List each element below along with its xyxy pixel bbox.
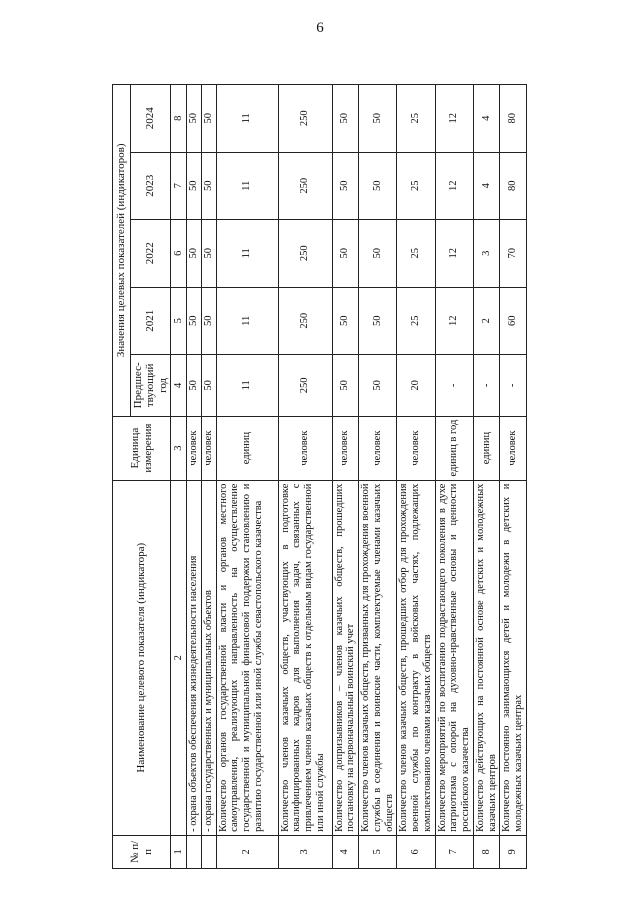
- value-2021: 11: [216, 287, 278, 355]
- header-year: 2023: [131, 152, 171, 220]
- value-2023: 25: [397, 152, 435, 220]
- value-2022: 250: [278, 220, 332, 288]
- value-2022: 70: [500, 220, 527, 288]
- value-2021: 2: [473, 287, 500, 355]
- index-cell: 5: [171, 287, 187, 355]
- indicator-name: Количество членов казачьих обществ, призванных для прохождения военной службы в соединения и воинские части, комплектуемые членами казачьих обществ: [359, 480, 397, 835]
- value-2021: 12: [435, 287, 473, 355]
- indicator-name: - охрана объектов обеспечения жизнедеятельности населения: [187, 480, 202, 835]
- unit-of-measure: человек: [201, 416, 216, 480]
- value-2023: 50: [332, 152, 359, 220]
- indicator-name: Количество допризывников – членов казачьих обществ, прошедших постановку на первоначальный воинский учет: [332, 480, 359, 835]
- table-body: [187, 85, 527, 869]
- unit-of-measure: единиц: [473, 416, 500, 480]
- value-2022: 12: [435, 220, 473, 288]
- row-number: 4: [332, 835, 359, 868]
- index-cell: 3: [171, 416, 187, 480]
- prev-year-value: 20: [397, 355, 435, 417]
- value-2021: 250: [278, 287, 332, 355]
- table-row: [332, 85, 359, 869]
- prev-year-value: 50: [187, 355, 202, 417]
- column-index-row: [171, 85, 187, 869]
- value-2022: 25: [397, 220, 435, 288]
- index-cell: 2: [171, 480, 187, 835]
- indicator-name: Количество органов государственной власти и органов местного самоуправления, реализующих направленность на осуществление государственной и муниципальной финансовой поддержки становлению и развитию государственной или иной службы севастопольского казачества: [216, 480, 278, 835]
- value-2022: 11: [216, 220, 278, 288]
- index-cell: 1: [171, 835, 187, 868]
- value-2023: 50: [359, 152, 397, 220]
- value-2021: 60: [500, 287, 527, 355]
- table-row: [500, 85, 527, 869]
- row-number: 2: [216, 835, 278, 868]
- value-2024: 50: [332, 85, 359, 153]
- value-2023: 11: [216, 152, 278, 220]
- row-number: 6: [397, 835, 435, 868]
- table-row: [201, 85, 216, 869]
- value-2021: 50: [359, 287, 397, 355]
- value-2024: 4: [473, 85, 500, 153]
- value-2024: 250: [278, 85, 332, 153]
- prev-year-value: -: [435, 355, 473, 417]
- row-number: 7: [435, 835, 473, 868]
- value-2024: 12: [435, 85, 473, 153]
- value-2023: 250: [278, 152, 332, 220]
- header-prev-year: Предшес-твующий год: [131, 355, 171, 417]
- prev-year-value: -: [473, 355, 500, 417]
- header-year: 2022: [131, 220, 171, 288]
- row-number: 9: [500, 835, 527, 868]
- header-name: Наименование целевого показателя (индикатора): [113, 480, 171, 835]
- unit-of-measure: человек: [278, 416, 332, 480]
- value-2024: 80: [500, 85, 527, 153]
- value-2022: 50: [332, 220, 359, 288]
- prev-year-value: 11: [216, 355, 278, 417]
- table-row: [473, 85, 500, 869]
- row-number: 5: [359, 835, 397, 868]
- indicator-name: Количество мероприятий по воспитанию подрастающего поколения в духе патриотизма с опорой на духовно-нравственные основы и ценности российского казачества: [435, 480, 473, 835]
- unit-of-measure: единиц в год: [435, 416, 473, 480]
- header-num: № п/п: [113, 835, 171, 868]
- prev-year-value: 250: [278, 355, 332, 417]
- value-2023: 50: [201, 152, 216, 220]
- value-2021: 25: [397, 287, 435, 355]
- row-number: 3: [278, 835, 332, 868]
- header-values-group: Значения целевых показателей (индикаторов): [113, 85, 131, 417]
- indicators-table: [112, 84, 527, 869]
- index-cell: 6: [171, 220, 187, 288]
- table-row: [435, 85, 473, 869]
- value-2023: 80: [500, 152, 527, 220]
- prev-year-value: 50: [201, 355, 216, 417]
- value-2022: 50: [187, 220, 202, 288]
- indicator-name: Количество действующих на постоянной основе детских и молодежных казачьих центров: [473, 480, 500, 835]
- prev-year-value: 50: [332, 355, 359, 417]
- row-number: [201, 835, 216, 868]
- value-2023: 12: [435, 152, 473, 220]
- value-2021: 50: [187, 287, 202, 355]
- table-row: [397, 85, 435, 869]
- rotated-table-wrapper: [112, 84, 522, 869]
- table-row: [187, 85, 202, 869]
- table-row: [278, 85, 332, 869]
- value-2023: 50: [187, 152, 202, 220]
- row-number: [187, 835, 202, 868]
- value-2022: 3: [473, 220, 500, 288]
- value-2024: 50: [201, 85, 216, 153]
- unit-of-measure: человек: [187, 416, 202, 480]
- index-cell: 4: [171, 355, 187, 417]
- indicator-name: Количество членов казачьих обществ, участвующих в подготовке квалифицированных кадров для выполнения задач, связанных с привлечением членов казачьих обществ к отдельным видам государственной или иной службы: [278, 480, 332, 835]
- unit-of-measure: человек: [359, 416, 397, 480]
- row-number: 8: [473, 835, 500, 868]
- prev-year-value: 50: [359, 355, 397, 417]
- prev-year-value: -: [500, 355, 527, 417]
- page-number: 6: [316, 20, 324, 36]
- unit-of-measure: единиц: [216, 416, 278, 480]
- index-cell: 7: [171, 152, 187, 220]
- value-2021: 50: [332, 287, 359, 355]
- value-2024: 25: [397, 85, 435, 153]
- value-2024: 11: [216, 85, 278, 153]
- unit-of-measure: человек: [332, 416, 359, 480]
- indicator-name: Количество постоянно занимающихся детей и молодежи в детских и молодежных казачьих центрах: [500, 480, 527, 835]
- header-unit: Единица измерения: [113, 416, 171, 480]
- value-2022: 50: [359, 220, 397, 288]
- unit-of-measure: человек: [397, 416, 435, 480]
- value-2024: 50: [187, 85, 202, 153]
- table-row: [216, 85, 278, 869]
- value-2023: 4: [473, 152, 500, 220]
- table-row: [359, 85, 397, 869]
- value-2022: 50: [201, 220, 216, 288]
- value-2024: 50: [359, 85, 397, 153]
- header-year: 2021: [131, 287, 171, 355]
- rotated-table: [112, 84, 522, 869]
- indicator-name: Количество членов казачьих обществ, прошедших отбор для прохождения военной службы по контракту в войсковых частях, подлежащих комплектованию членами казачьих обществ: [397, 480, 435, 835]
- indicator-name: - охрана государственных и муниципальных объектов: [201, 480, 216, 835]
- index-cell: 8: [171, 85, 187, 153]
- header-year: 2024: [131, 85, 171, 153]
- unit-of-measure: человек: [500, 416, 527, 480]
- value-2021: 50: [201, 287, 216, 355]
